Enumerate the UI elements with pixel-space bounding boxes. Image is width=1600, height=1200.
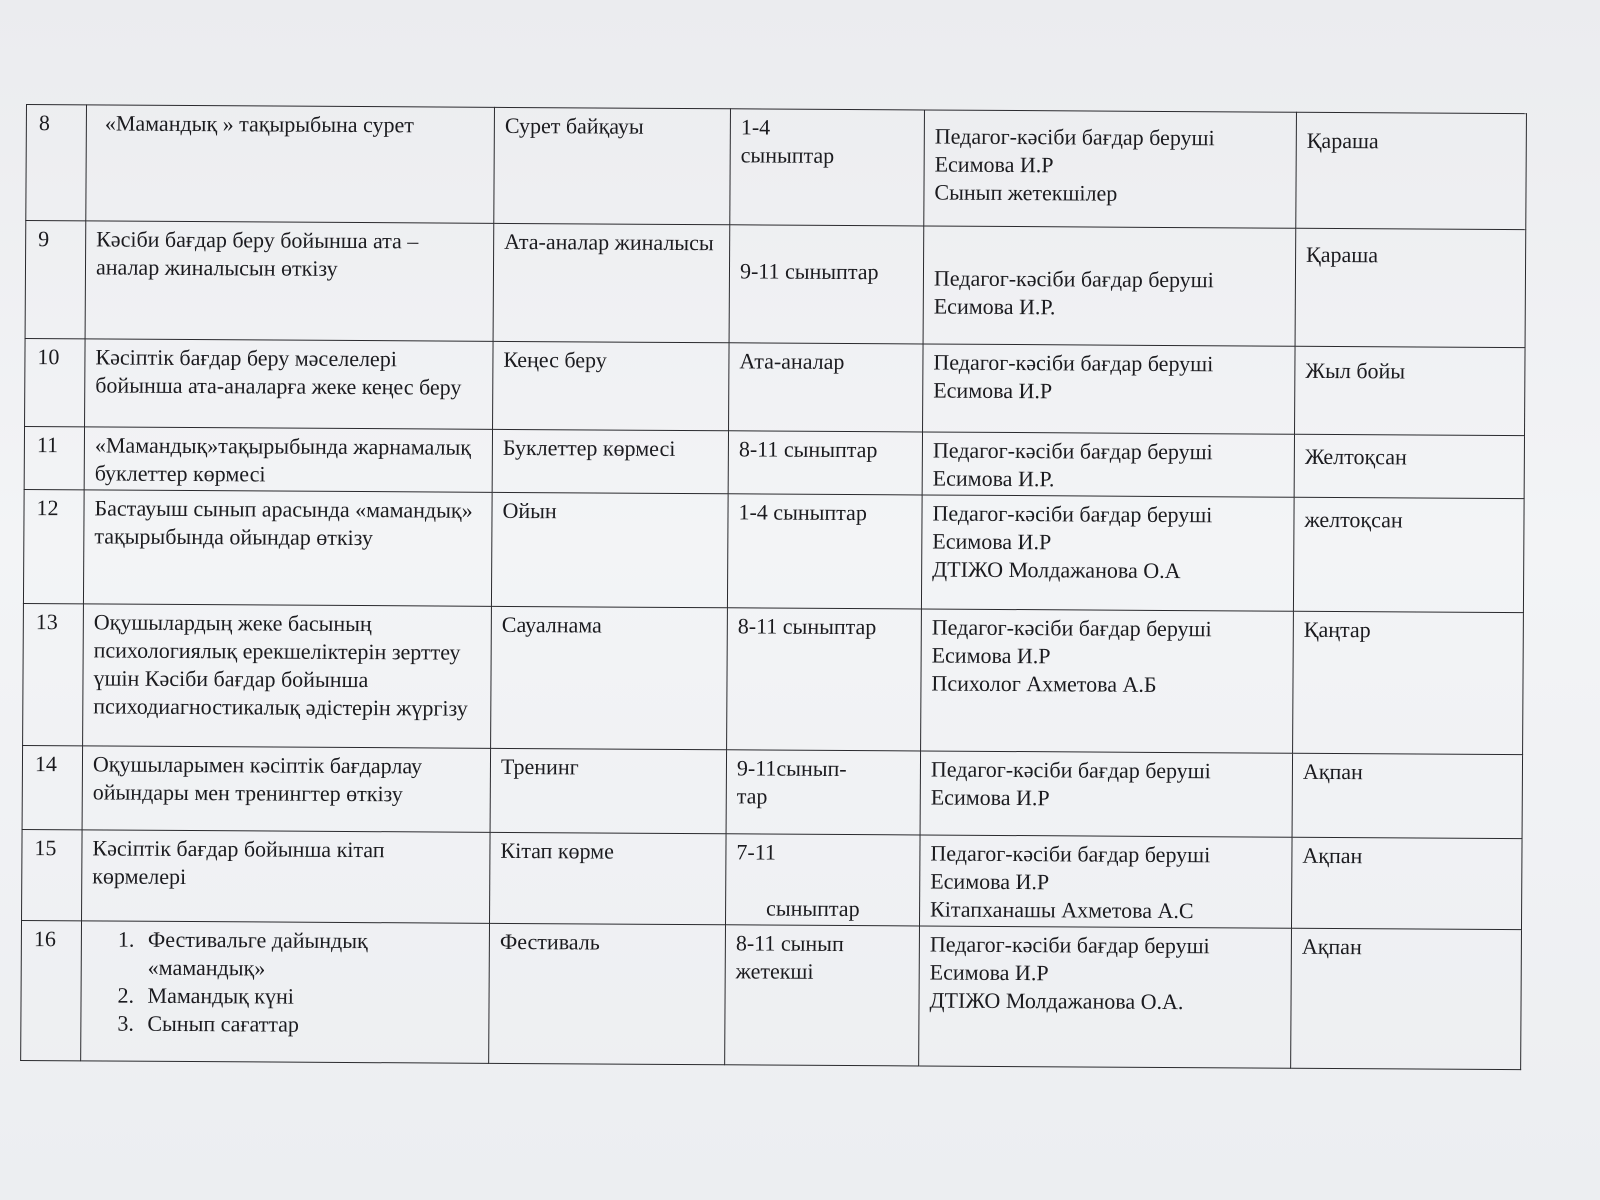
time-cell: Қараша [1296, 112, 1527, 229]
form-cell: Ата-аналар жиналысы [493, 223, 730, 342]
table-row [25, 338, 1526, 435]
responsible-cell [921, 609, 1294, 753]
table-row [22, 745, 1522, 838]
event-cell: Оқушылардың жеке басының психологиялық ерекшеліктерін зерттеу үшін Кәсіби бағдар бойынша психодиагностикалық әдістерін жүргізу [83, 604, 492, 748]
event-cell: Бастауыш сынып арасында «мамандық» тақырыбында ойындар өткізу [83, 490, 492, 606]
responsible-cell [919, 835, 1292, 928]
row-number: 9 [25, 221, 86, 339]
row-number: 12 [23, 489, 84, 603]
responsible-line: Есимова И.Р [932, 528, 1052, 555]
time-cell: Желтоқсан [1294, 434, 1524, 498]
audience-line: 1-4 [740, 114, 771, 140]
responsible-line: Есимова И.Р [930, 868, 1050, 895]
row-number: 13 [23, 603, 84, 745]
audience-line: 8-11 сынып [735, 930, 844, 957]
table-row [24, 426, 1524, 498]
audience-line: 1-4 сыныптар [738, 499, 867, 526]
form-cell: Ойын [491, 492, 728, 607]
responsible-line: Педагог-кәсіби бағдар беруші [933, 349, 1214, 377]
responsible-line: Педагог-кәсіби бағдар беруші [932, 437, 1213, 465]
audience-cell [729, 225, 924, 344]
audience-line: сыныптар [766, 895, 860, 922]
event-cell: Кәсіби бағдар беру бойынша ата – аналар жиналысын өткізу [85, 221, 494, 341]
form-cell: Сауалнама [491, 606, 728, 749]
responsible-line: Есимова И.Р. [932, 465, 1055, 492]
event-plan-table [20, 104, 1527, 1070]
audience-cell [727, 608, 922, 751]
responsible-line: Педагог-кәсіби бағдар беруші [929, 931, 1210, 959]
list-item: 3. Сынып сағаттар [139, 1010, 478, 1040]
document-sheet [20, 104, 1526, 1070]
responsible-line: Педагог-кәсіби бағдар беруші [932, 500, 1213, 528]
festival-list [91, 925, 479, 1039]
responsible-line: Педагог-кәсіби бағдар беруші [931, 614, 1212, 642]
time-cell: Ақпан [1292, 753, 1523, 838]
audience-line: тар [736, 783, 768, 809]
audience-line: 9-11сынып- [736, 755, 847, 782]
audience-cell [728, 431, 922, 495]
time-cell: Жыл бойы [1295, 346, 1526, 435]
time-cell: Қараша [1295, 228, 1526, 347]
audience-cell [725, 834, 920, 926]
audience-line: 7-11 [736, 839, 777, 865]
row-number: 10 [25, 338, 86, 426]
row-number: 16 [21, 920, 82, 1060]
responsible-line: Педагог-кәсіби бағдар беруші [934, 123, 1215, 151]
event-cell: «Мамандық » тақырыбына сурет [86, 105, 495, 223]
audience-cell [727, 494, 922, 609]
event-cell: Кәсіптік бағдар беру мәселелері бойынша ата-аналарға жеке кеңес беру [85, 339, 494, 429]
time-cell: желтоқсан [1293, 497, 1524, 612]
form-cell: Тренинг [490, 748, 727, 833]
table-row [25, 221, 1526, 348]
responsible-line: Психолог Ахметова А.Б [931, 670, 1157, 697]
responsible-line: Есимова И.Р [929, 959, 1049, 986]
responsible-line: ДТІЖО Молдажанова О.А [932, 556, 1181, 584]
audience-cell [729, 343, 924, 432]
row-number: 8 [26, 105, 87, 221]
responsible-line: Педагог-кәсіби бағдар беруші [930, 756, 1211, 784]
event-cell: «Мамандық»тақырыбында жарнамалық буклеттер көрмесі [84, 427, 492, 492]
time-cell: Ақпан [1291, 837, 1522, 929]
responsible-line: Кітапханашы Ахметова А.С [930, 896, 1194, 924]
audience-line: 9-11 сыныптар [739, 258, 879, 285]
row-number: 15 [22, 829, 83, 920]
audience-line: жетекші [735, 958, 814, 984]
responsible-line: Педагог-кәсіби бағдар беруші [933, 265, 1214, 293]
responsible-line: Педагог-кәсіби бағдар беруші [930, 840, 1211, 868]
row-number: 11 [24, 426, 84, 489]
event-cell: Кәсіптік бағдар бойынша кітап көрмелері [82, 830, 491, 923]
audience-line: Ата-аналар [739, 348, 845, 375]
audience-line: 8-11 сыныптар [737, 613, 877, 640]
audience-line: сыныптар [740, 142, 835, 168]
table-row [26, 105, 1527, 230]
form-cell: Кітап көрме [490, 832, 727, 924]
responsible-cell [923, 226, 1296, 346]
audience-cell [726, 750, 921, 835]
responsible-line: ДТІЖО Молдажанова О.А. [929, 987, 1184, 1015]
responsible-line: Сынып жетекшілер [934, 179, 1118, 206]
responsible-cell [919, 926, 1292, 1068]
audience-cell [725, 925, 920, 1066]
audience-line: 8-11 сыныптар [738, 436, 878, 463]
form-cell: Сурет байқауы [494, 107, 731, 224]
responsible-line: Есимова И.Р [933, 377, 1053, 404]
list-item: 2. Мамандық күні [139, 982, 478, 1012]
row-number: 14 [22, 745, 83, 829]
responsible-line: Есимова И.Р [931, 642, 1051, 669]
responsible-cell [924, 110, 1297, 228]
form-cell: Кеңес беру [493, 341, 730, 430]
table-row [23, 603, 1524, 754]
responsible-line: Есимова И.Р. [933, 293, 1056, 320]
audience-cell [730, 109, 925, 226]
responsible-line: Есимова И.Р [934, 151, 1054, 178]
table-row [23, 489, 1524, 612]
responsible-cell [920, 751, 1293, 837]
list-item: 1. Фестивальге дайындық «мамандық» [140, 926, 479, 984]
responsible-cell [922, 432, 1294, 497]
event-cell [81, 921, 490, 1063]
time-cell: Қаңтар [1293, 611, 1524, 754]
responsible-cell [921, 495, 1294, 611]
form-cell: Буклеттер көрмесі [492, 429, 728, 493]
table-row [22, 829, 1523, 929]
table-row [21, 920, 1522, 1069]
responsible-cell [923, 344, 1296, 434]
form-cell: Фестиваль [489, 923, 726, 1064]
event-cell: Оқушыларымен кәсіптік бағдарлау ойындары мен тренингтер өткізу [82, 746, 491, 832]
responsible-line: Есимова И.Р [930, 784, 1050, 811]
time-cell: Ақпан [1291, 928, 1522, 1069]
